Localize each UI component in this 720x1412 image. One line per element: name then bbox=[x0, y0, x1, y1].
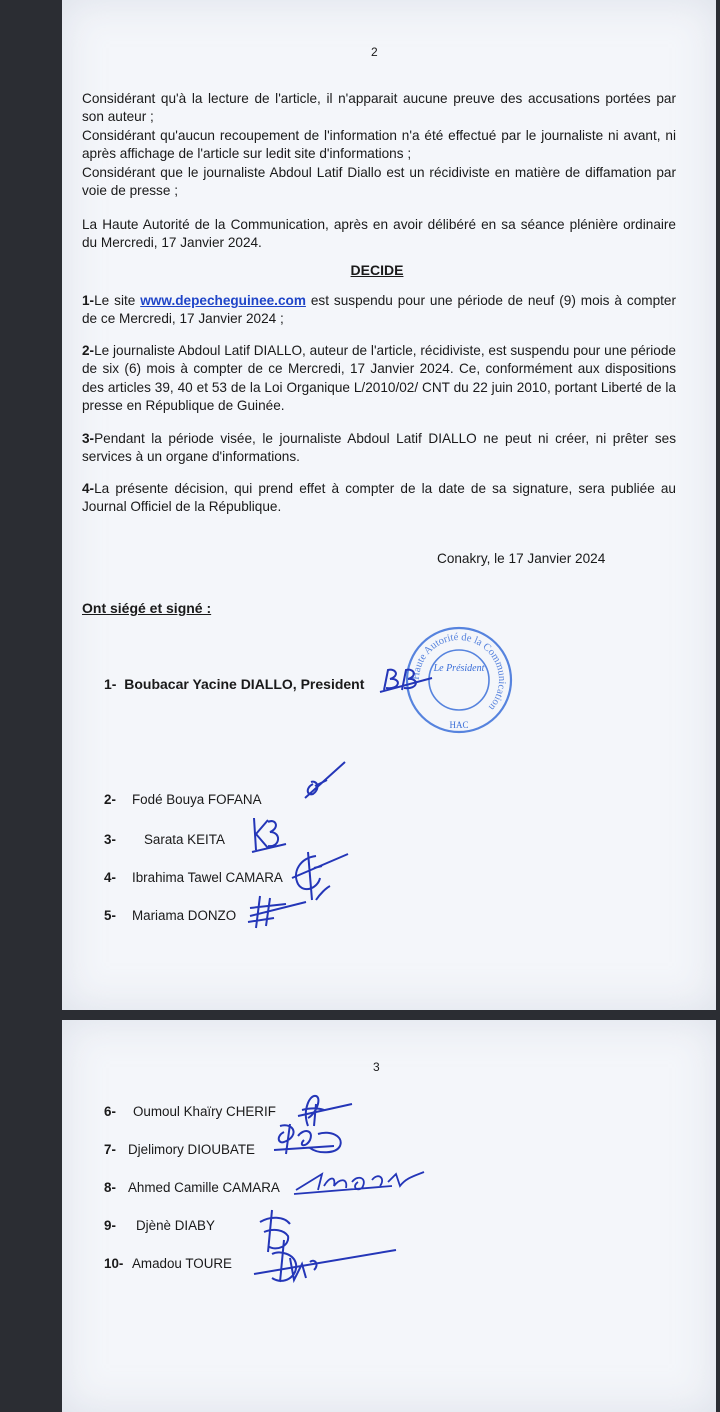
signatory-name: Boubacar Yacine DIALLO, President bbox=[124, 676, 365, 692]
preamble: La Haute Autorité de la Communication, après en avoir délibéré en sa séance plénière ordinaire du Mercredi, 17 Janvier 2024. bbox=[82, 217, 676, 251]
article-1 bbox=[82, 292, 676, 329]
signatory-number: 9- bbox=[104, 1218, 116, 1233]
signatory-number: 5- bbox=[104, 908, 116, 923]
signature-5 bbox=[246, 892, 310, 932]
article-4-number: 4- bbox=[82, 481, 95, 496]
signatory-2 bbox=[104, 792, 262, 807]
signatory-name: Ahmed Camille CAMARA bbox=[128, 1180, 280, 1195]
signatory-name: Fodé Bouya FOFANA bbox=[132, 792, 262, 807]
signatory-president bbox=[104, 676, 364, 692]
considerant-1: Considérant qu'à la lecture de l'article, il n'apparait aucune preuve des accusations portées par son auteur ; bbox=[82, 91, 676, 125]
signature-7 bbox=[270, 1118, 356, 1164]
signatory-number: 4- bbox=[104, 870, 116, 885]
signatory-name: Amadou TOURE bbox=[132, 1256, 232, 1271]
place-date: Conakry, le 17 Janvier 2024 bbox=[437, 551, 606, 566]
article-2-text: Le journaliste Abdoul Latif DIALLO, auteur de l'article, récidiviste, est suspendu pour une période de six (6) mois à compter de ce Mercredi, 17 Janvier 2024. Ce, conformément aux dispositions des articles 39, 40 et 53 de la Loi Organique L/2010/02/ CNT du 22 juin 2010, portant Liberté de la presse en République de Guinée. bbox=[82, 343, 676, 414]
article-1-number: 1- bbox=[82, 293, 95, 308]
signature-8 bbox=[292, 1164, 432, 1198]
article-2 bbox=[82, 342, 676, 416]
article-4-text: La présente décision, qui prend effet à compter de la date de sa signature, sera publiée au Journal Officiel de la République. bbox=[82, 481, 676, 515]
signatory-name: Djènè DIABY bbox=[136, 1218, 215, 1233]
signature-9-10 bbox=[250, 1206, 402, 1294]
considerant-2: Considérant qu'aucun recoupement de l'information n'a été effectué par le journaliste ni avant, ni après affichage de l'article sur ledit site d'informations ; bbox=[82, 128, 676, 162]
signatories-heading: Ont siégé et signé : bbox=[82, 600, 212, 616]
page-number: 3 bbox=[373, 1060, 380, 1074]
signatory-number: 10- bbox=[104, 1256, 124, 1271]
article-3-number: 3- bbox=[82, 431, 95, 446]
president-signature bbox=[378, 664, 438, 698]
page-number: 2 bbox=[371, 45, 378, 59]
signatory-name: Ibrahima Tawel CAMARA bbox=[132, 870, 283, 885]
signatory-5 bbox=[104, 908, 236, 923]
stamp-bottom-text: HAC bbox=[449, 720, 469, 730]
article-3 bbox=[82, 430, 676, 467]
decide-heading: DECIDE bbox=[350, 262, 404, 278]
signatory-3 bbox=[104, 832, 225, 847]
signatory-8 bbox=[104, 1180, 280, 1195]
signature-2 bbox=[295, 758, 355, 804]
depecheguinee-link[interactable]: www.depecheguinee.com bbox=[140, 293, 306, 308]
signatory-10 bbox=[104, 1256, 232, 1271]
signatory-number: 3- bbox=[104, 832, 116, 847]
signatory-name: Sarata KEITA bbox=[144, 832, 225, 847]
signatory-number: 8- bbox=[104, 1180, 116, 1195]
article-1-post: est suspendu pour une période de neuf (9) mois à compter de ce Mercredi, 17 Janvier 2024 ; bbox=[82, 293, 677, 327]
signatory-9 bbox=[104, 1218, 215, 1233]
stamp-ring-text: Haute Autorité de la Communication bbox=[410, 631, 508, 713]
article-3-text: Pendant la période visée, le journaliste Abdoul Latif DIALLO ne peut ni créer, ni prêter ses services à un organe d'informations. bbox=[82, 431, 676, 465]
signatory-number: 7- bbox=[104, 1142, 116, 1157]
article-1-pre: Le site bbox=[94, 293, 141, 308]
signatory-number: 1- bbox=[104, 676, 117, 692]
article-2-number: 2- bbox=[82, 343, 95, 358]
article-4 bbox=[82, 480, 676, 517]
stamp-center-text: Le Président bbox=[433, 663, 485, 674]
signatory-number: 6- bbox=[104, 1104, 116, 1119]
considerant-3: Considérant que le journaliste Abdoul Latif Diallo est un récidiviste en matière de diffamation par voie de presse ; bbox=[82, 165, 676, 199]
signatory-name: Mariama DONZO bbox=[132, 908, 237, 923]
signatory-name: Oumoul Khaïry CHERIF bbox=[133, 1104, 276, 1119]
signatory-number: 2- bbox=[104, 792, 116, 807]
signatory-4 bbox=[104, 870, 283, 885]
signatory-6 bbox=[104, 1104, 276, 1119]
signatory-7 bbox=[104, 1142, 255, 1157]
signatory-name: Djelimory DIOUBATE bbox=[128, 1142, 255, 1157]
